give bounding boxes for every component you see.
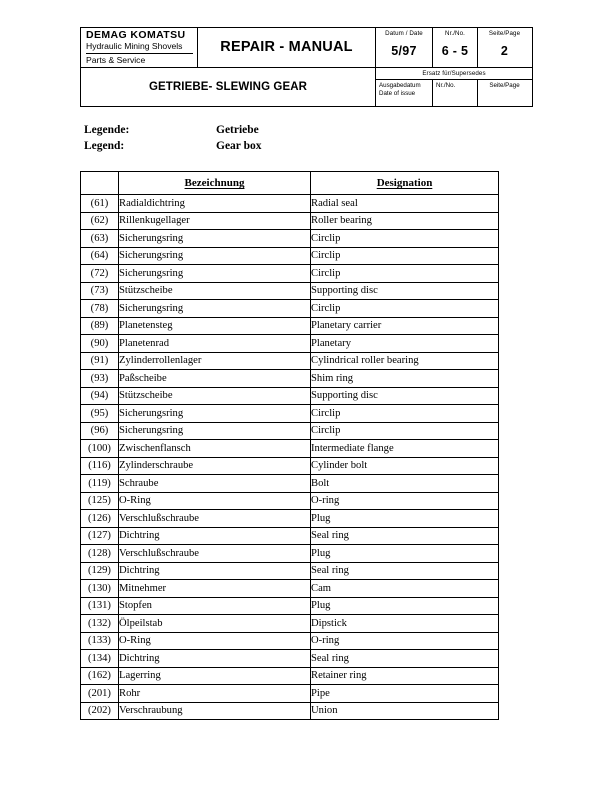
cell-bezeichnung: Sicherungsring: [119, 247, 311, 265]
supersedes-page-cell: [478, 80, 531, 106]
cell-bezeichnung: Sicherungsring: [119, 300, 311, 318]
table-row: [81, 282, 499, 300]
table-row: [81, 440, 499, 458]
cell-designation: Seal ring: [311, 650, 499, 668]
cell-bezeichnung: Radialdichtring: [119, 195, 311, 213]
table-row: [81, 370, 499, 388]
legend-label-en: Legend:: [84, 140, 125, 152]
cell-designation: O-ring: [311, 492, 499, 510]
cell-item-number: (96): [81, 422, 119, 440]
cell-bezeichnung: Dichtring: [119, 527, 311, 545]
table-row: [81, 212, 499, 230]
table-row: [81, 615, 499, 633]
column-header-item-number: [81, 172, 119, 195]
table-row: [81, 195, 499, 213]
table-header-row: [81, 172, 499, 195]
column-header-designation: [311, 172, 499, 195]
table-body: [81, 195, 499, 720]
section-title: GETRIEBE- SLEWING GEAR: [81, 68, 376, 106]
cell-item-number: (95): [81, 405, 119, 423]
cell-item-number: (100): [81, 440, 119, 458]
column-header-bezeichnung-label: Bezeichnung: [184, 177, 245, 189]
cell-bezeichnung: Lagerring: [119, 667, 311, 685]
cell-item-number: (126): [81, 510, 119, 528]
cell-designation: Seal ring: [311, 562, 499, 580]
cell-bezeichnung: Dichtring: [119, 650, 311, 668]
cell-item-number: (89): [81, 317, 119, 335]
cell-bezeichnung: Sicherungsring: [119, 422, 311, 440]
supersedes-number-label: Nr./No.: [436, 81, 456, 89]
cell-designation: Bolt: [311, 475, 499, 493]
table-row: [81, 247, 499, 265]
header-meta-supersedes: [376, 68, 532, 106]
cell-designation: Retainer ring: [311, 667, 499, 685]
cell-designation: Planetary carrier: [311, 317, 499, 335]
table-row: [81, 650, 499, 668]
table-row: [81, 422, 499, 440]
cell-bezeichnung: Zwischenflansch: [119, 440, 311, 458]
cell-bezeichnung: O-Ring: [119, 492, 311, 510]
cell-item-number: (130): [81, 580, 119, 598]
table-row: [81, 387, 499, 405]
cell-designation: Shim ring: [311, 370, 499, 388]
brand-name: DEMAG KOMATSU: [86, 29, 186, 41]
cell-item-number: (129): [81, 562, 119, 580]
column-header-designation-label: Designation: [376, 177, 433, 189]
cell-item-number: (125): [81, 492, 119, 510]
brand-department: Parts & Service: [86, 54, 146, 65]
cell-bezeichnung: Stützscheibe: [119, 387, 311, 405]
brand-divider: [86, 53, 193, 54]
meta-date-cell: [376, 28, 433, 67]
meta-number-label: Nr./No.: [445, 30, 465, 37]
meta-date-label: Datum / Date: [385, 30, 423, 37]
cell-designation: Cam: [311, 580, 499, 598]
cell-designation: Circlip: [311, 422, 499, 440]
table-row: [81, 702, 499, 720]
cell-item-number: (78): [81, 300, 119, 318]
cell-item-number: (63): [81, 230, 119, 248]
cell-bezeichnung: O-Ring: [119, 632, 311, 650]
cell-bezeichnung: Planetensteg: [119, 317, 311, 335]
cell-item-number: (64): [81, 247, 119, 265]
cell-designation: Plug: [311, 597, 499, 615]
cell-bezeichnung: Rillenkugellager: [119, 212, 311, 230]
table-row: [81, 545, 499, 563]
cell-bezeichnung: Rohr: [119, 685, 311, 703]
cell-designation: Union: [311, 702, 499, 720]
cell-item-number: (93): [81, 370, 119, 388]
cell-designation: Intermediate flange: [311, 440, 499, 458]
cell-bezeichnung: Mitnehmer: [119, 580, 311, 598]
table-row: [81, 492, 499, 510]
cell-bezeichnung: Dichtring: [119, 562, 311, 580]
cell-item-number: (62): [81, 212, 119, 230]
legend-label-de: Legende:: [84, 124, 130, 136]
supersedes-issue-cell: [376, 80, 433, 106]
table-row: [81, 230, 499, 248]
table-row: [81, 685, 499, 703]
cell-item-number: (128): [81, 545, 119, 563]
cell-bezeichnung: Verschlußschraube: [119, 510, 311, 528]
cell-designation: Circlip: [311, 265, 499, 283]
cell-item-number: (61): [81, 195, 119, 213]
header-meta-current: [376, 28, 532, 67]
table-row: [81, 335, 499, 353]
table-row: [81, 667, 499, 685]
table-head: [81, 172, 499, 195]
legend-block: [84, 122, 261, 154]
cell-item-number: (72): [81, 265, 119, 283]
table-row: [81, 632, 499, 650]
table-row: [81, 405, 499, 423]
cell-item-number: (90): [81, 335, 119, 353]
meta-page-label: Seite/Page: [488, 30, 521, 37]
header-row-top: [81, 28, 532, 68]
supersedes-label: Ersatz für/Supersedes: [376, 68, 532, 80]
header-row-bottom: [81, 68, 532, 106]
parts-list-table: [80, 171, 499, 720]
table-row: [81, 352, 499, 370]
table-row: [81, 597, 499, 615]
cell-designation: Plug: [311, 545, 499, 563]
cell-bezeichnung: Sicherungsring: [119, 405, 311, 423]
cell-designation: Cylinder bolt: [311, 457, 499, 475]
cell-designation: Circlip: [311, 300, 499, 318]
cell-bezeichnung: Planetenrad: [119, 335, 311, 353]
cell-item-number: (127): [81, 527, 119, 545]
table-row: [81, 457, 499, 475]
table-row: [81, 317, 499, 335]
meta-page-cell: [478, 28, 531, 67]
cell-designation: Circlip: [311, 230, 499, 248]
cell-item-number: (132): [81, 615, 119, 633]
brand-cell: [81, 28, 198, 67]
table-row: [81, 580, 499, 598]
table-row: [81, 300, 499, 318]
cell-bezeichnung: Sicherungsring: [119, 230, 311, 248]
cell-designation: Seal ring: [311, 527, 499, 545]
supersedes-number-cell: [433, 80, 478, 106]
meta-number-value: 6 - 5: [441, 44, 469, 58]
table-row: [81, 562, 499, 580]
supersedes-columns: [376, 80, 532, 106]
cell-item-number: (131): [81, 597, 119, 615]
cell-bezeichnung: Paßscheibe: [119, 370, 311, 388]
cell-designation: Dipstick: [311, 615, 499, 633]
cell-bezeichnung: Verschraubung: [119, 702, 311, 720]
column-header-bezeichnung: [119, 172, 311, 195]
table-row: [81, 510, 499, 528]
cell-designation: Plug: [311, 510, 499, 528]
table-row: [81, 527, 499, 545]
table-row: [81, 265, 499, 283]
meta-date-value: 5/97: [391, 44, 417, 58]
legend-value-en: Gear box: [216, 140, 262, 152]
cell-item-number: (162): [81, 667, 119, 685]
meta-number-cell: [433, 28, 478, 67]
cell-bezeichnung: Schraube: [119, 475, 311, 493]
cell-designation: Supporting disc: [311, 282, 499, 300]
legend-value-de: Getriebe: [216, 124, 259, 136]
cell-bezeichnung: Ölpeilstab: [119, 615, 311, 633]
brand-tagline: Hydraulic Mining Shovels: [86, 41, 183, 51]
cell-item-number: (119): [81, 475, 119, 493]
cell-bezeichnung: Verschlußschraube: [119, 545, 311, 563]
cell-item-number: (116): [81, 457, 119, 475]
cell-designation: Circlip: [311, 247, 499, 265]
legend-line-en: [84, 138, 261, 154]
cell-item-number: (201): [81, 685, 119, 703]
cell-designation: Cylindrical roller bearing: [311, 352, 499, 370]
manual-title: REPAIR - MANUAL: [198, 28, 376, 67]
cell-item-number: (94): [81, 387, 119, 405]
cell-bezeichnung: Zylinderrollenlager: [119, 352, 311, 370]
table-row: [81, 475, 499, 493]
cell-designation: Roller bearing: [311, 212, 499, 230]
legend-line-de: [84, 122, 261, 138]
supersedes-issue-label-en: Date of issue: [379, 90, 416, 97]
cell-item-number: (133): [81, 632, 119, 650]
cell-bezeichnung: Sicherungsring: [119, 265, 311, 283]
supersedes-page-label: Seite/Page: [489, 81, 520, 89]
cell-item-number: (73): [81, 282, 119, 300]
cell-designation: Pipe: [311, 685, 499, 703]
meta-page-value: 2: [500, 44, 509, 58]
document-header-block: [80, 27, 533, 107]
cell-bezeichnung: Stützscheibe: [119, 282, 311, 300]
cell-designation: O-ring: [311, 632, 499, 650]
cell-item-number: (91): [81, 352, 119, 370]
cell-bezeichnung: Zylinderschraube: [119, 457, 311, 475]
cell-designation: Circlip: [311, 405, 499, 423]
cell-bezeichnung: Stopfen: [119, 597, 311, 615]
cell-designation: Planetary: [311, 335, 499, 353]
cell-designation: Supporting disc: [311, 387, 499, 405]
cell-item-number: (202): [81, 702, 119, 720]
supersedes-issue-label-de: Ausgabedatum: [379, 81, 421, 89]
cell-item-number: (134): [81, 650, 119, 668]
cell-designation: Radial seal: [311, 195, 499, 213]
